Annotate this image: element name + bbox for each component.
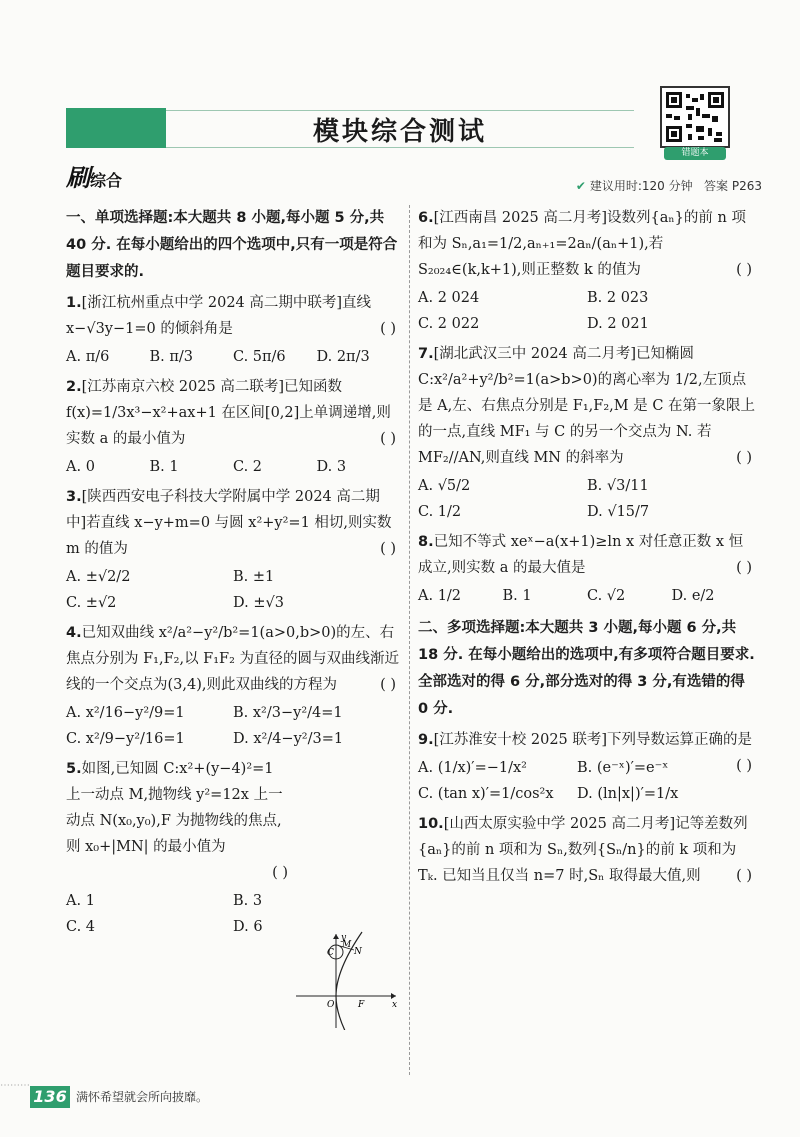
option-b[interactable]: B. (e⁻ˣ)′=e⁻ˣ: [577, 760, 669, 776]
column-divider: [409, 205, 410, 1075]
option-a[interactable]: A. ±√2/2: [66, 569, 131, 585]
section-badge: [66, 158, 160, 192]
question-number: 10.: [418, 816, 444, 832]
question-6: [418, 205, 756, 337]
answer-parens: ( ): [272, 865, 288, 881]
options: [66, 564, 400, 616]
question-text: 如图,已知圆 C:x²+(y−4)²=1 上一动点 M,抛物线 y²=12x 上一动点 N(x₀,y₀),F 为抛物线的焦点,则 x₀+|MN| 的最小值为: [66, 761, 283, 855]
option-b[interactable]: B. ±1: [233, 569, 275, 585]
option-a[interactable]: A. 2 024: [418, 290, 480, 306]
badge-main-text: 刷: [66, 164, 90, 192]
page-title: 模块综合测试: [312, 116, 487, 147]
option-d[interactable]: D. √15/7: [587, 504, 650, 520]
question-2: [66, 374, 400, 480]
question-8: [418, 529, 756, 609]
option-d[interactable]: D. 3: [316, 459, 347, 475]
option-c[interactable]: C. 4: [66, 919, 96, 935]
question-3: [66, 484, 400, 616]
option-a[interactable]: A. (1/x)′=−1/x²: [418, 760, 527, 776]
answer-parens: ( ): [736, 450, 752, 466]
answer-parens: ( ): [380, 677, 396, 693]
question-4: [66, 620, 400, 752]
qr-label: 错题本: [664, 147, 726, 160]
time-hint-line: [576, 177, 762, 194]
option-a[interactable]: A. 1: [66, 893, 95, 909]
question-text: [浙江杭州重点中学 2024 高二期中联考]直线 x−√3y−1=0 的倾斜角是: [66, 295, 372, 337]
answer-parens: ( ): [736, 262, 752, 278]
option-c[interactable]: C. ±√2: [66, 595, 117, 611]
question-text: [江西南昌 2025 高二月考]设数列{aₙ}的前 n 项和为 Sₙ,a₁=1/2,aₙ₊₁=2aₙ/(aₙ+1),若 S₂₀₂₄∈(k,k+1),则正整数 k 的值为: [418, 210, 746, 278]
page-number: 136: [30, 1086, 70, 1108]
option-d[interactable]: D. x²/4−y²/3=1: [233, 731, 344, 747]
section-heading-single-choice: 一、单项选择题:本大题共 8 小题,每小题 5 分,共 40 分. 在每小题给出的四个选项中,只有一项是符合题目要求的.: [66, 210, 398, 280]
option-a[interactable]: A. π/6: [66, 349, 110, 365]
option-b[interactable]: B. x²/3−y²/4=1: [233, 705, 343, 721]
question-10: [418, 811, 756, 889]
time-hint: 建议用时:120 分钟: [589, 179, 693, 193]
question-number: 2.: [66, 379, 82, 395]
question-9: [418, 727, 756, 807]
question-number: 5.: [66, 761, 82, 777]
question-number: 6.: [418, 210, 434, 226]
section-heading-multi-choice: 二、多项选择题:本大题共 3 小题,每小题 6 分,共 18 分. 在每小题给出的选项中,有多项符合题目要求. 全部选对的得 6 分,部分选对的得 3 分,有选错的得 0 分.: [418, 620, 755, 717]
answer-parens: ( ): [380, 541, 396, 557]
option-c[interactable]: C. 5π/6: [233, 349, 286, 365]
fig-label-c: C: [327, 948, 334, 958]
fig-label-m: M: [342, 940, 352, 950]
answer-parens: ( ): [380, 321, 396, 337]
answer-reference: 答案 P263: [704, 179, 762, 193]
option-b[interactable]: B. 1: [149, 459, 179, 475]
options: [66, 454, 400, 480]
question-number: 7.: [418, 346, 434, 362]
option-d[interactable]: D. 2 021: [587, 316, 649, 332]
option-a[interactable]: A. √5/2: [418, 478, 471, 494]
q5-figure: [292, 930, 400, 1030]
question-number: 8.: [418, 534, 434, 550]
option-a[interactable]: A. x²/16−y²/9=1: [66, 705, 185, 721]
option-b[interactable]: B. √3/11: [587, 478, 649, 494]
footer-motto: 满怀希望就会所向披靡。: [76, 1090, 209, 1104]
question-text: 已知不等式 xeˣ−a(x+1)≥ln x 对任意正数 x 恒成立,则实数 a 的最大值是: [418, 534, 744, 576]
right-column: [418, 205, 756, 889]
question-number: 9.: [418, 732, 434, 748]
fig-label-o: O: [327, 1000, 335, 1010]
option-c[interactable]: C. 2 022: [418, 316, 480, 332]
left-column: [66, 205, 400, 944]
option-d[interactable]: D. e/2: [671, 588, 715, 604]
answer-parens: ( ): [736, 758, 752, 774]
option-a[interactable]: A. 0: [66, 459, 95, 475]
question-number: 4.: [66, 625, 82, 641]
question-text: [江苏淮安十校 2025 联考]下列导数运算正确的是: [433, 732, 753, 748]
fig-label-y: y: [341, 933, 347, 943]
qr-code-icon[interactable]: [660, 86, 730, 148]
badge-sub-text: 综合: [90, 171, 123, 190]
title-accent-bar: [66, 108, 166, 148]
option-c[interactable]: C. (tan x)′=1/cos²x: [418, 786, 554, 802]
option-b[interactable]: B. π/3: [149, 349, 194, 365]
question-text: [山西太原实验中学 2025 高二月考]记等差数列{aₙ}的前 n 项和为 Sₙ,数列{Sₙ/n}的前 k 项和为 Tₖ. 已知当且仅当 n=7 时,Sₙ 取得最大值,则: [418, 816, 748, 884]
option-a[interactable]: A. 1/2: [418, 588, 462, 604]
option-d[interactable]: D. ±√3: [233, 595, 284, 611]
fig-label-x: x: [392, 1000, 398, 1010]
option-b[interactable]: B. 1: [502, 588, 532, 604]
options: [418, 755, 736, 807]
answer-parens: ( ): [736, 868, 752, 884]
question-number: 3.: [66, 489, 82, 505]
question-1: [66, 290, 400, 370]
option-d[interactable]: D. 2π/3: [316, 349, 370, 365]
title-banner: [166, 110, 634, 148]
option-d[interactable]: D. (ln|x|)′=1/x: [577, 786, 679, 802]
option-b[interactable]: B. 2 023: [587, 290, 649, 306]
options: [66, 344, 400, 370]
answer-parens: ( ): [380, 431, 396, 447]
options: [418, 473, 756, 525]
footer-dots: ⋯⋯⋯: [0, 1080, 30, 1091]
option-c[interactable]: C. x²/9−y²/16=1: [66, 731, 185, 747]
answer-parens: ( ): [736, 560, 752, 576]
question-number: 1.: [66, 295, 82, 311]
option-c[interactable]: C. 2: [233, 459, 263, 475]
question-text: [江苏南京六校 2025 高二联考]已知函数 f(x)=1/3x³−x²+ax+1 在区间[0,2]上单调递增,则实数 a 的最小值为: [66, 379, 391, 447]
options: [66, 700, 400, 752]
question-text: [陕西西安电子科技大学附属中学 2024 高二期中]若直线 x−y+m=0 与圆 x²+y²=1 相切,则实数 m 的值为: [66, 489, 392, 557]
option-c[interactable]: C. √2: [587, 588, 626, 604]
check-icon: ✔: [575, 179, 586, 193]
options: [418, 285, 756, 337]
option-d[interactable]: D. 6: [233, 919, 263, 935]
option-c[interactable]: C. 1/2: [418, 504, 462, 520]
question-5: [66, 756, 288, 886]
option-b[interactable]: B. 3: [233, 893, 263, 909]
options: [418, 583, 756, 609]
question-text: [湖北武汉三中 2024 高二月考]已知椭圆 C:x²/a²+y²/b²=1(a>b>0)的离心率为 1/2,左顶点是 A,左、右焦点分别是 F₁,F₂,M 是 C 在第一象限上的一点,直线 MF₁ 与 C 的另一个交点为 N. 若 MF₂//AN,则直线 MN 的斜率为: [418, 346, 756, 466]
fig-label-n: N: [354, 947, 362, 957]
question-7: [418, 341, 756, 525]
fig-label-f: F: [358, 1000, 365, 1010]
question-text: 已知双曲线 x²/a²−y²/b²=1(a>0,b>0)的左、右焦点分别为 F₁,F₂,以 F₁F₂ 为直径的圆与双曲线渐近线的一个交点为(3,4),则此双曲线的方程为: [66, 625, 400, 693]
